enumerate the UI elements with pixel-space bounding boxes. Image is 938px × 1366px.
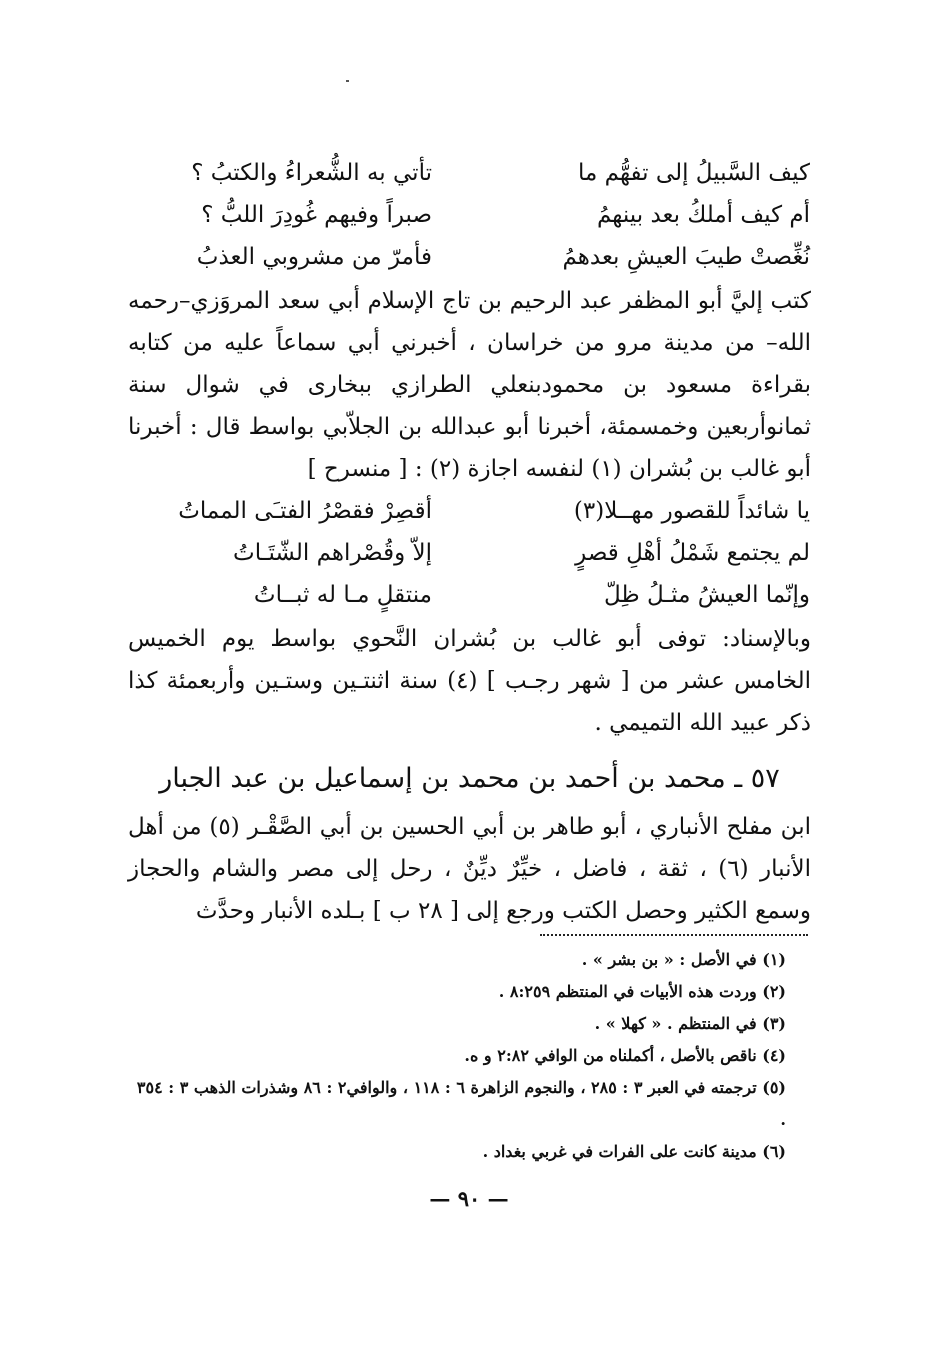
footnote: (٣) في المنتظم . « كهلا » . bbox=[594, 1014, 786, 1033]
verse-first-hemistich: لم يجتمع شَمْلُ أهْلِ قصرٍ bbox=[575, 540, 810, 566]
footnote: (٢) وردت هذه الأبيات في المنتظم ٨:٢٥٩ . bbox=[498, 982, 786, 1001]
verse-second-hemistich: أقصِرْ فقصْرُ الفتـَى المماتُ bbox=[178, 498, 432, 524]
verse-line bbox=[150, 152, 810, 194]
verse-first-hemistich: يا شائداً للقصور مهــلا(٣) bbox=[573, 498, 810, 524]
paragraph-text: كتب إليَّ أبو المظفر عبد الرحيم بن تاج الإسلام أبي سعد المروَزي–رحمه الله– من مدينة مرو من خراسان ، أخبرني أبي سماعاً عليه من كتابه بقراءة مسعود بن محمودبنعلي الطرازي ببخارى في شوال سنة ثمانوأربعين وخمسمئة، أخبرنا أبو عبدالله بن الجلاّبي بواسط قال : أخبرنا أبو غالب بن بُشران (١) لنفسه اجازة (٢) : [ منسرح ] bbox=[128, 288, 811, 482]
verse-second-hemistich: تأتي به الشُّعراءُ والكتبُ ؟ bbox=[191, 160, 432, 186]
paragraph-isnad bbox=[128, 280, 811, 490]
paragraph-biography bbox=[128, 806, 811, 932]
verse-second-hemistich: صبراً وفيهم غُودِرَ اللبُّ ؟ bbox=[201, 202, 432, 228]
footnote: (٦) مدينة كانت على الفرات في غربي بغداد . bbox=[482, 1142, 786, 1161]
paragraph-death-date bbox=[128, 618, 811, 744]
poem-1 bbox=[150, 152, 810, 278]
footnotes bbox=[132, 944, 808, 1168]
footnote-separator bbox=[540, 934, 808, 936]
verse-first-hemistich: كيف السَّبيلُ إلى تفهُّم ما bbox=[578, 160, 810, 186]
scan-speck bbox=[346, 80, 349, 82]
paragraph-text: ابن مفلح الأنباري ، أبو طاهر بن أبي الحسين بن أبي الصَّقْـر (٥) من أهل الأنبار (٦) ، ثقة ، فاضل ، خيِّرٌ ديِّنٌ ، رحل إلى مصر والشام والحجاز وسمع الكثير وحصل الكتب ورجع إلى [ ٢٨ ب ] بـلده الأنبار وحدَّث bbox=[128, 814, 811, 924]
verse-first-hemistich: نُغِّصتْ طيبَ العيشِ بعدهمُ bbox=[562, 244, 810, 270]
page-number: — ٩٠ — bbox=[429, 1186, 509, 1211]
footnote: (٤) ناقص بالأصل ، أكملناه من الوافي ٢:٨٢ و ه. bbox=[464, 1046, 786, 1065]
verse-line bbox=[150, 236, 810, 278]
verse-second-hemistich: منتقلٍ مـا له ثبــاتُ bbox=[253, 582, 432, 608]
entry-heading: ٥٧ ـ محمد بن أحمد بن محمد بن إسماعيل بن عبد الجبار bbox=[159, 763, 780, 794]
verse-second-hemistich: إلاّ وقُصْراهم الشّتَـاتُ bbox=[233, 540, 432, 566]
verse-line bbox=[150, 490, 810, 532]
footnote: (١) في الأصل : « بن بشر » . bbox=[581, 950, 786, 969]
verse-line bbox=[150, 194, 810, 236]
verse-first-hemistich: وإنّما العيشُ مثـلُ ظِلّ bbox=[603, 582, 810, 608]
paragraph-text: وبالإسناد: توفى أبو غالب بن بُشران النَّحوي بواسط يوم الخميس الخامس عشر من [ شهر رجـب ] (٤) سنة اثنتـين وستـين وأربعمئة كذا ذكر عبيد الله التميمي . bbox=[128, 626, 811, 736]
footnote: (٥) ترجمته في العبر ٣ : ٢٨٥ ، والنجوم الزاهرة ٦ : ١١٨ ، والوافي٢ : ٨٦ وشذرات الذهب ٣ : ٣٥٤ . bbox=[136, 1078, 786, 1129]
verse-second-hemistich: فأمرّ من مشروبي العذبُ bbox=[196, 244, 432, 270]
verse-first-hemistich: أم كيف أملكُ بعد بينهمُ bbox=[596, 202, 810, 228]
verse-line bbox=[150, 532, 810, 574]
poem-2 bbox=[150, 490, 810, 616]
verse-line bbox=[150, 574, 810, 616]
